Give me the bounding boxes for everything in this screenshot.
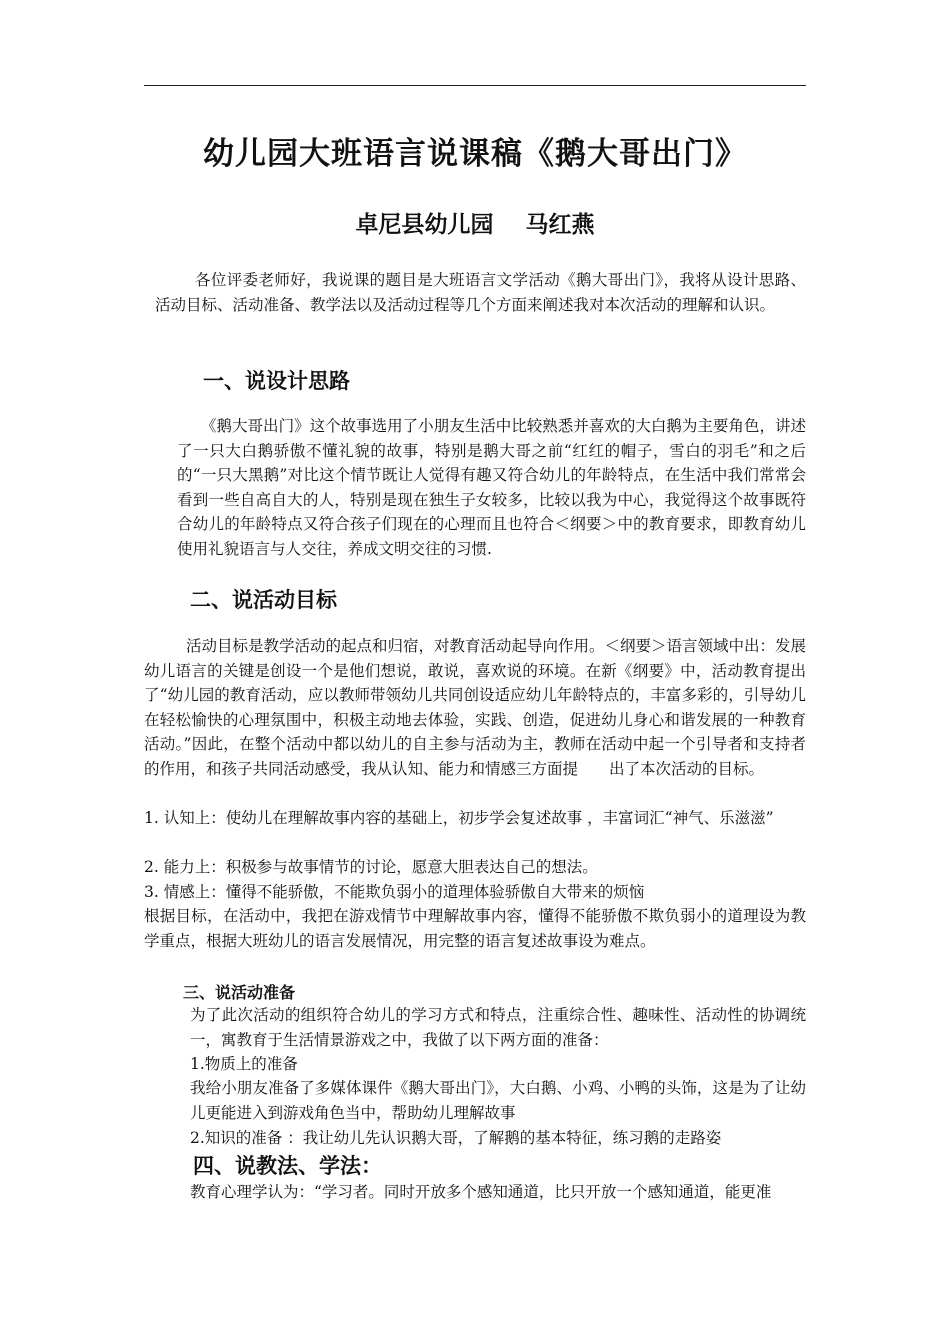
preparation-item-1-title: 1.物质上的准备 xyxy=(190,1055,298,1073)
header-rule xyxy=(144,85,806,86)
preparation-item-1-body: 我给小朋友准备了多媒体课件《鹅大哥出门》，大白鹅、小鸡、小鸭的头饰，这是为了让幼儿更能进入到游戏角色当中，帮助幼儿理解故事 xyxy=(190,1079,806,1122)
focus-paragraph: 根据目标，在活动中，我把在游戏情节中理解故事内容，懂得不能骄傲不欺负弱小的道理设为教学重点，根据大班幼儿的语言发展情况，用完整的语言复述故事设为难点。 xyxy=(144,907,806,950)
document-title: 幼儿园大班语言说课稿《鹅大哥出门》 xyxy=(203,136,747,172)
goal-item-3: 3. 情感上：懂得不能骄傲，不能欺负弱小的道理体验骄傲自大带来的烦恼 xyxy=(144,883,645,901)
design-paragraph: 《鹅大哥出门》这个故事选用了小朋友生活中比较熟悉并喜欢的大白鹅为主要角色，讲述了一只大白鹅骄傲不懂礼貌的故事，特别是鹅大哥之前“红红的帽子，雪白的羽毛”和之后的“一只大黑鹅”对比这个情节既让人觉得有趣又符合幼儿的年龄特点，在生活中我们常常会看到一些自高自大的人，特别是现在独生子女较多，比较以我为中心，我觉得这个故事既符合幼儿的年龄特点又符合孩子们现在的心理而且也符合＜纲要＞中的教育要求，即教育幼儿使用礼貌语言与人交往，养成文明交往的习惯. xyxy=(177,417,806,558)
section-heading-design: 一、说设计思路 xyxy=(203,369,350,393)
section-heading-goals: 二、说活动目标 xyxy=(190,588,337,612)
goals-paragraph: 活动目标是教学活动的起点和归宿，对教育活动起导向作用。＜纲要＞语言领域中出：发展幼儿语言的关键是创设一个是他们想说，敢说，喜欢说的环境。在新《纲要》中，活动教育提出了“幼儿园的教育活动，应以教师带领幼儿共同创设适应幼儿年龄特点的，丰富多彩的，引导幼儿在轻松愉快的心理氛围中，积极主动地去体验，实践、创造，促进幼儿身心和谐发展的一种教育活动。”因此，在整个活动中都以幼儿的自主参与活动为主，教师在活动中起一个引导者和支持者的作用，和孩子共同活动感受，我从认知、能力和情感三方面提 出了本次活动的目标。 xyxy=(144,637,807,778)
author-line: 卓尼县幼儿园 马红燕 xyxy=(355,212,595,238)
preparation-item-2: 2.知识的准备 ：我让幼儿先认识鹅大哥，了解鹅的基本特征，练习鹅的走路姿 xyxy=(190,1129,722,1147)
section-heading-preparation: 三、说活动准备 xyxy=(183,983,296,1002)
goal-item-2: 2. 能力上：积极参与故事情节的讨论，愿意大胆表达自己的想法。 xyxy=(144,858,598,876)
preparation-paragraph: 为了此次活动的组织符合幼儿的学习方式和特点，注重综合性、趣味性、活动性的协调统一，寓教育于生活情景游戏之中，我做了以下两方面的准备： xyxy=(190,1006,806,1049)
methods-paragraph: 教育心理学认为：“学习者。同时开放多个感知通道，比只开放一个感知通道，能更准 xyxy=(190,1183,772,1201)
section-heading-methods: 四、说教法、学法： xyxy=(193,1154,382,1178)
goal-item-1: 1. 认知上：使幼儿在理解故事内容的基础上，初步学会复述故事 ，丰富词汇“神气、乐滋滋” xyxy=(144,809,774,827)
intro-paragraph: 各位评委老师好，我说课的题目是大班语言文学活动《鹅大哥出门》，我将从设计思路、活动目标、活动准备、教学法以及活动过程等几个方面来阐述我对本次活动的理解和认识。 xyxy=(155,271,806,314)
